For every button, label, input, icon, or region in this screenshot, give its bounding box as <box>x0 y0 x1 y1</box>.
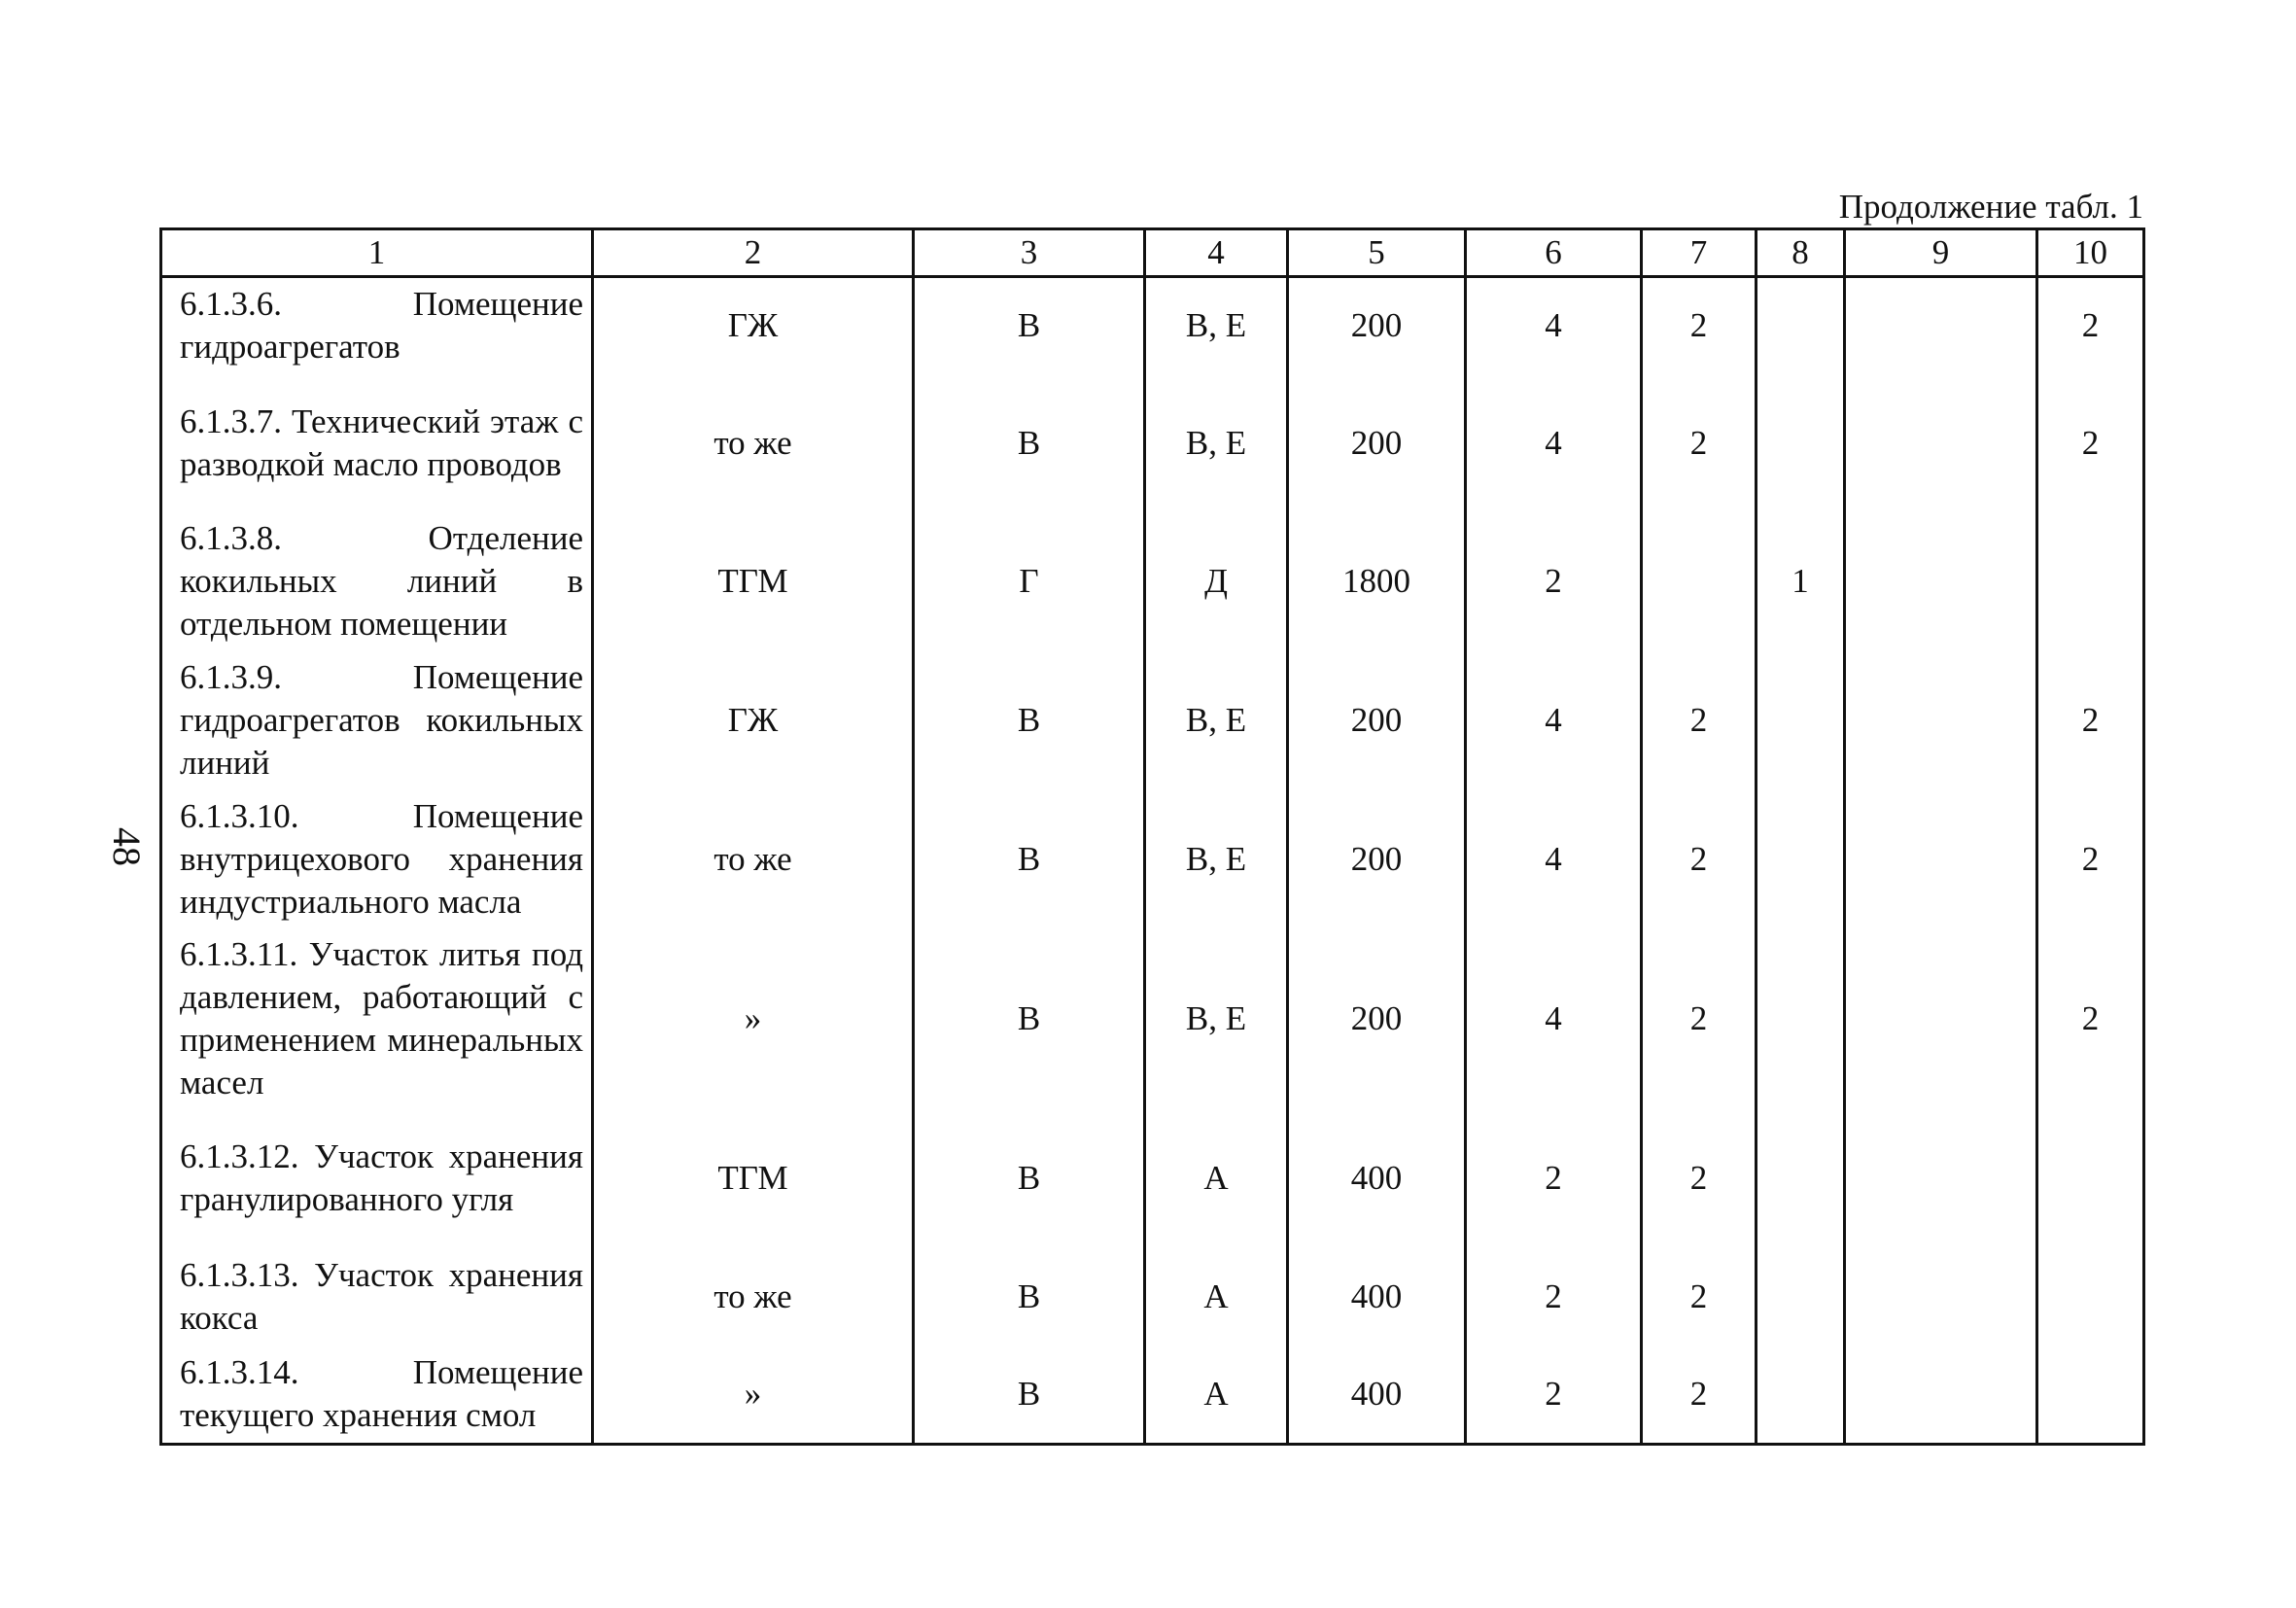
cell-col-8 <box>1757 1109 1845 1248</box>
cell-col-4: В, Е <box>1145 790 1288 929</box>
cell-col-7: 2 <box>1642 374 1757 512</box>
cell-col-8 <box>1757 374 1845 512</box>
cell-col-7: 2 <box>1642 929 1757 1109</box>
column-header-6: 6 <box>1466 229 1642 277</box>
column-header-7: 7 <box>1642 229 1757 277</box>
cell-col-4: А <box>1145 1346 1288 1445</box>
table-row <box>161 790 2144 929</box>
cell-col-6: 4 <box>1466 651 1642 790</box>
cell-col-9 <box>1845 1346 2037 1445</box>
cell-col-4: В, Е <box>1145 374 1288 512</box>
cell-col-7: 2 <box>1642 790 1757 929</box>
cell-col-4: Д <box>1145 512 1288 651</box>
table-row <box>161 651 2144 790</box>
column-header-1: 1 <box>161 229 593 277</box>
cell-col-2: » <box>593 929 914 1109</box>
cell-col-9 <box>1845 1248 2037 1346</box>
cell-col-2: ТГМ <box>593 1109 914 1248</box>
cell-col-8 <box>1757 1248 1845 1346</box>
cell-col-4: В, Е <box>1145 277 1288 374</box>
cell-col-9 <box>1845 790 2037 929</box>
cell-col-5: 1800 <box>1288 512 1466 651</box>
cell-col-7: 2 <box>1642 1109 1757 1248</box>
cell-col-5: 400 <box>1288 1346 1466 1445</box>
cell-col-7 <box>1642 512 1757 651</box>
cell-col-9 <box>1845 277 2037 374</box>
cell-col-5: 200 <box>1288 790 1466 929</box>
table-body <box>161 277 2144 1445</box>
table-row <box>161 929 2144 1109</box>
cell-col-4: В, Е <box>1145 651 1288 790</box>
cell-col-10: 2 <box>2037 929 2144 1109</box>
cell-col-8: 1 <box>1757 512 1845 651</box>
column-header-10: 10 <box>2037 229 2144 277</box>
cell-col-3: В <box>914 1248 1145 1346</box>
cell-col-8 <box>1757 1346 1845 1445</box>
cell-col-3: В <box>914 374 1145 512</box>
cell-col-2: ТГМ <box>593 512 914 651</box>
cell-col-8 <box>1757 651 1845 790</box>
data-table <box>159 227 2145 1446</box>
cell-col-6: 4 <box>1466 277 1642 374</box>
cell-col-10: 2 <box>2037 651 2144 790</box>
cell-col-2: ГЖ <box>593 277 914 374</box>
cell-col-5: 400 <box>1288 1248 1466 1346</box>
cell-col-5: 400 <box>1288 1109 1466 1248</box>
cell-col-3: В <box>914 651 1145 790</box>
column-header-9: 9 <box>1845 229 2037 277</box>
cell-col-10 <box>2037 1109 2144 1248</box>
cell-col-2: то же <box>593 374 914 512</box>
cell-description: 6.1.3.14. Помещение текущего хранения смол <box>161 1346 593 1445</box>
cell-col-6: 4 <box>1466 790 1642 929</box>
column-header-3: 3 <box>914 229 1145 277</box>
cell-col-3: В <box>914 929 1145 1109</box>
cell-col-10: 2 <box>2037 790 2144 929</box>
cell-col-2: то же <box>593 790 914 929</box>
column-header-5: 5 <box>1288 229 1466 277</box>
table-continuation-label: Продолжение табл. 1 <box>1838 188 2143 226</box>
cell-col-6: 4 <box>1466 929 1642 1109</box>
cell-col-10 <box>2037 1248 2144 1346</box>
column-header-2: 2 <box>593 229 914 277</box>
cell-col-8 <box>1757 929 1845 1109</box>
cell-col-7: 2 <box>1642 277 1757 374</box>
cell-col-5: 200 <box>1288 651 1466 790</box>
table-row <box>161 1346 2144 1445</box>
table-row <box>161 512 2144 651</box>
table-row <box>161 1248 2144 1346</box>
cell-description: 6.1.3.9. Помещение гидроагрегатов кокильных линий <box>161 651 593 790</box>
table-row <box>161 1109 2144 1248</box>
cell-col-2: ГЖ <box>593 651 914 790</box>
cell-description: 6.1.3.10. Помещение внутрицехового хранения индустриального масла <box>161 790 593 929</box>
cell-col-5: 200 <box>1288 277 1466 374</box>
cell-col-3: В <box>914 790 1145 929</box>
cell-col-8 <box>1757 277 1845 374</box>
cell-col-6: 2 <box>1466 1346 1642 1445</box>
cell-col-6: 2 <box>1466 1248 1642 1346</box>
cell-description: 6.1.3.11. Участок литья под давлением, работающий с применением минеральных масел <box>161 929 593 1109</box>
cell-col-7: 2 <box>1642 651 1757 790</box>
cell-description: 6.1.3.7. Технический этаж с разводкой масло проводов <box>161 374 593 512</box>
cell-col-2: » <box>593 1346 914 1445</box>
cell-col-4: А <box>1145 1109 1288 1248</box>
cell-col-6: 2 <box>1466 512 1642 651</box>
cell-col-5: 200 <box>1288 929 1466 1109</box>
cell-col-6: 4 <box>1466 374 1642 512</box>
cell-col-6: 2 <box>1466 1109 1642 1248</box>
column-header-8: 8 <box>1757 229 1845 277</box>
cell-col-3: Г <box>914 512 1145 651</box>
header-row <box>161 229 2144 277</box>
cell-col-9 <box>1845 929 2037 1109</box>
cell-col-9 <box>1845 374 2037 512</box>
cell-col-2: то же <box>593 1248 914 1346</box>
cell-col-3: В <box>914 1346 1145 1445</box>
cell-description: 6.1.3.12. Участок хранения гранулированного угля <box>161 1109 593 1248</box>
cell-col-4: А <box>1145 1248 1288 1346</box>
cell-col-5: 200 <box>1288 374 1466 512</box>
cell-col-9 <box>1845 512 2037 651</box>
cell-col-7: 2 <box>1642 1248 1757 1346</box>
table-row <box>161 277 2144 374</box>
cell-col-3: В <box>914 277 1145 374</box>
page-number: 48 <box>105 827 149 866</box>
cell-description: 6.1.3.13. Участок хранения кокса <box>161 1248 593 1346</box>
cell-col-10: 2 <box>2037 374 2144 512</box>
cell-col-10 <box>2037 1346 2144 1445</box>
cell-col-4: В, Е <box>1145 929 1288 1109</box>
cell-description: 6.1.3.8. Отделение кокильных линий в отдельном помещении <box>161 512 593 651</box>
cell-col-7: 2 <box>1642 1346 1757 1445</box>
cell-description: 6.1.3.6. Помещение гидроагрегатов <box>161 277 593 374</box>
column-header-4: 4 <box>1145 229 1288 277</box>
table-header <box>161 229 2144 277</box>
cell-col-10 <box>2037 512 2144 651</box>
cell-col-3: В <box>914 1109 1145 1248</box>
cell-col-10: 2 <box>2037 277 2144 374</box>
cell-col-9 <box>1845 1109 2037 1248</box>
cell-col-8 <box>1757 790 1845 929</box>
table-row <box>161 374 2144 512</box>
cell-col-9 <box>1845 651 2037 790</box>
